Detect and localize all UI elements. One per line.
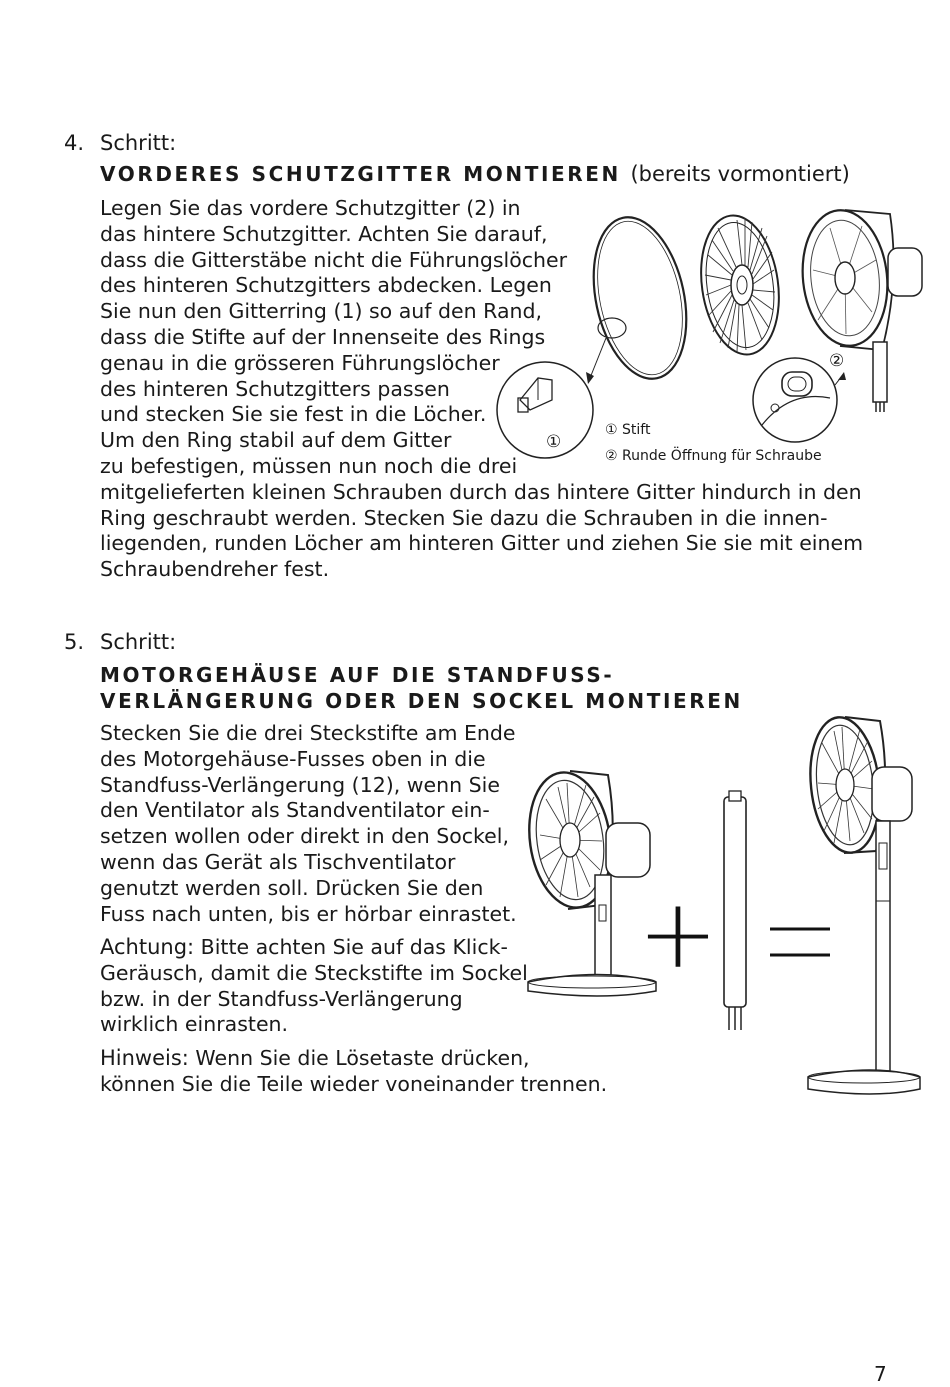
step5-line: Standfuss-Verlängerung (12), wenn Sie: [100, 772, 500, 797]
callout-2: ②: [829, 351, 845, 371]
step4-line: Um den Ring stabil auf dem Gitter: [100, 428, 452, 453]
attention-line: Geräusch, damit die Steckstifte im Sockel: [100, 960, 528, 985]
step4-heading-note: (bereits vormontiert): [630, 162, 850, 186]
step5-heading-line2: VERLÄNGERUNG ODER DEN SOCKEL MONTIEREN: [100, 689, 743, 713]
step5-line: den Ventilator als Standventilator ein-: [100, 798, 490, 823]
front-grille-illustration: [693, 210, 788, 359]
step5-line: setzen wollen oder direkt in den Sockel,: [100, 824, 509, 849]
attention-line: bzw. in der Standfuss-Verlängerung: [100, 986, 463, 1011]
step4-line: liegenden, runden Löcher am hinteren Gitter und ziehen Sie sie mit einem: [100, 531, 864, 556]
step5-line: wenn das Gerät als Tischventilator: [100, 849, 456, 874]
standing-fan-illustration: [804, 714, 920, 1094]
step4-line: das hintere Schutzgitter. Achten Sie darauf,: [100, 221, 548, 246]
plus-sign: +: [637, 878, 719, 990]
step4-line: Sie nun den Gitterring (1) so auf den Rand,: [100, 299, 543, 324]
equals-sign: [770, 929, 830, 955]
step4-heading: [100, 161, 850, 187]
step4-line: Legen Sie das vordere Schutzgitter (2) in: [100, 196, 521, 220]
page-number: 7: [874, 1362, 887, 1386]
step5-line: genutzt werden soll. Drücken Sie den: [100, 875, 484, 900]
step4-line: und stecken Sie sie fest in die Löcher.: [100, 402, 487, 427]
step5-label: Schritt:: [100, 630, 177, 654]
grille-ring-illustration: [580, 209, 700, 388]
note-text: Wenn Sie die Lösetaste drücken,: [188, 1046, 530, 1070]
note-line: können Sie die Teile wieder voneinander trennen.: [100, 1071, 608, 1096]
step4-heading-title: VORDERES SCHUTZGITTER MONTIEREN: [100, 162, 621, 186]
step4-line: des hinteren Schutzgitters passen: [100, 376, 450, 401]
attention-line: wirklich einrasten.: [100, 1012, 289, 1037]
step4-label: Schritt:: [100, 131, 177, 155]
step5-line: Fuss nach unten, bis er hörbar einrastet.: [100, 901, 517, 926]
step4-line: zu befestigen, müssen nun noch die drei: [100, 453, 518, 478]
step4-line: genau in die grösseren Führungslöcher: [100, 350, 500, 375]
table-fan-illustration: [521, 767, 656, 996]
step5-line: des Motorgehäuse-Fusses oben in die: [100, 746, 486, 771]
attention-label: Achtung:: [100, 935, 195, 959]
attention-block: [100, 935, 528, 1038]
step4-line: mitgelieferten kleinen Schrauben durch das hintere Gitter hindurch in den: [100, 479, 862, 504]
step4-line: dass die Stifte auf der Innenseite des Rings: [100, 324, 546, 349]
callout-1: ①: [546, 432, 562, 452]
step5-line: Stecken Sie die drei Steckstifte am Ende: [100, 721, 516, 745]
step5-heading-line1: MOTORGEHÄUSE AUF DIE STANDFUSS-: [100, 663, 615, 687]
step4-number: 4.: [64, 131, 85, 155]
extension-pole-illustration: [724, 791, 746, 1030]
step5-number: 5.: [64, 630, 85, 654]
step4-line: des hinteren Schutzgitters abdecken. Legen: [100, 273, 552, 298]
legend-stift: ① Stift: [605, 422, 651, 438]
note-label: Hinweis:: [100, 1046, 189, 1070]
legend-round-opening: ② Runde Öffnung für Schraube: [605, 448, 822, 464]
step4-line: Schraubendreher fest.: [100, 557, 330, 582]
fan-assembly-figure: [520, 705, 920, 1115]
attention-text: Bitte achten Sie auf das Klick-: [194, 935, 508, 959]
step4-line: dass die Gitterstäbe nicht die Führungslöcher: [100, 247, 568, 272]
step5-body: [100, 721, 517, 927]
step4-line: Ring geschraubt werden. Stecken Sie dazu die Schrauben in die innen-: [100, 505, 828, 530]
